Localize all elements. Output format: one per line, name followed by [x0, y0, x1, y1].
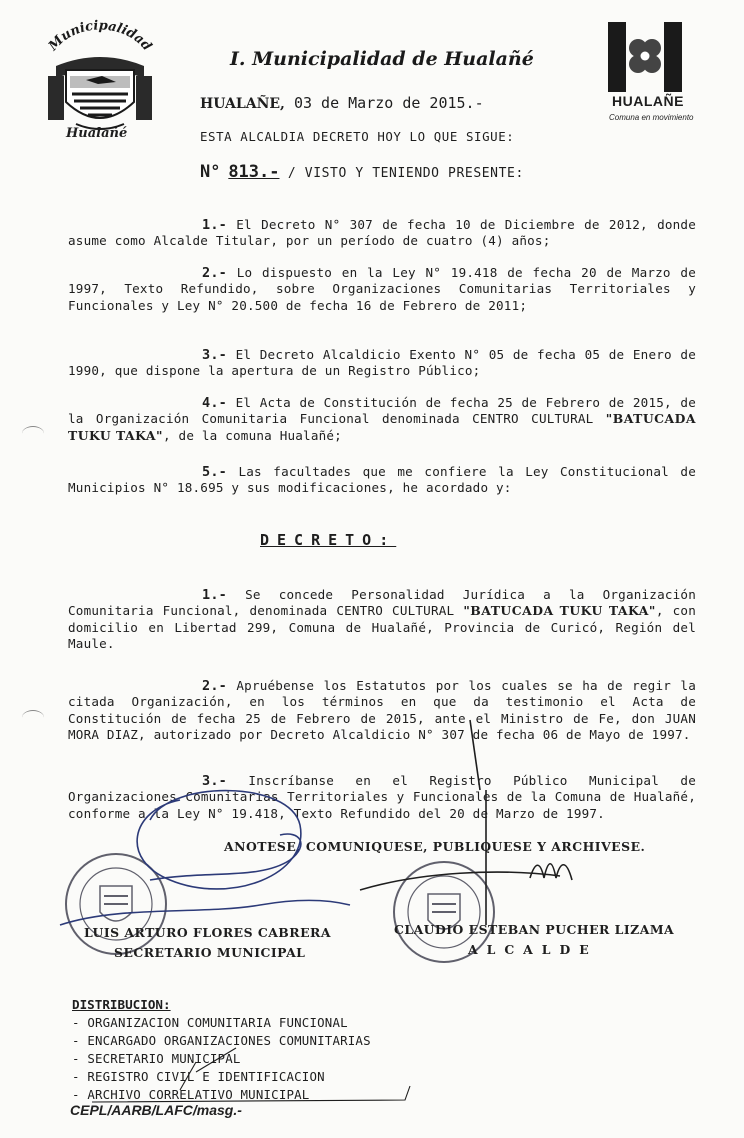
mayor-role: ALCALDE	[468, 942, 598, 957]
list-item: - ORGANIZACION COMUNITARIA FUNCIONAL	[72, 1014, 371, 1032]
initials: CEPL/AARB/LAFC/masg.-	[70, 1102, 242, 1118]
secretary-role: SECRETARIO MUNICIPAL	[114, 945, 306, 960]
decreto-item-3: 3.- Inscríbanse en el Registro Público Municipal de Organizaciones Comunitarias Territoriales y Funcionales de la Comuna de Hualañé, conforme a la Ley N° 19.418, Texto Refundido del 20 de Marzo de 1997.	[68, 773, 696, 821]
logo-name: HUALAÑE	[612, 93, 684, 109]
distribution-title: DISTRIBUCION:	[72, 997, 171, 1012]
decree-number-prefix: N°	[200, 162, 221, 182]
mayor-signature	[360, 720, 572, 925]
decreto-item-2: 2.- Apruébense los Estatutos por los cuales se ha de regir la citada Organización, en los términos en que da testimonio el Acta de Constitución de fecha 25 de Febrero de 2015, ante el Ministro de Fe, don JUAN MORA DIAZ, autorizado por Decreto Alcaldicio N° 307 de fecha 06 de Mayo de 1997.	[68, 678, 696, 743]
closing-formula: ANOTESE, COMUNIQUESE, PUBLIQUESE Y ARCHIVESE.	[224, 839, 646, 854]
organization-name: "BATUCADA TUKU TAKA"	[68, 411, 696, 443]
decreto-heading: DECRETO:	[260, 531, 397, 549]
visto-item-5: 5.- Las facultades que me confiere la Ley Constitucional de Municipios N° 18.695 y sus modificaciones, he acordado y:	[68, 464, 696, 496]
visto-heading: / VISTO Y TENIENDO PRESENTE:	[279, 166, 524, 181]
alcaldia-line: ESTA ALCALDIA DECRETO HOY LO QUE SIGUE:	[200, 129, 515, 144]
list-item: - SECRETARIO MUNICIPAL	[72, 1050, 371, 1068]
organization-name: "BATUCADA TUKU TAKA"	[463, 603, 656, 619]
list-item: - ARCHIVO CORRELATIVO MUNICIPAL	[72, 1086, 371, 1104]
list-item: - REGISTRO CIVIL E IDENTIFICACION	[72, 1068, 371, 1086]
distribution-list	[72, 1014, 371, 1104]
page-title: I. Municipalidad de Hualañé	[230, 48, 534, 70]
visto-item-2: 2.- Lo dispuesto en la Ley N° 19.418 de fecha 20 de Marzo de 1997, Texto Refundido, sobre Organizaciones Comunitarias Territoriales y Funcionales y Ley N° 20.500 de fecha 16 de Febrero de 2011;	[68, 265, 696, 313]
seal-bottom-text: Hualañé	[66, 126, 128, 141]
visto-item-3: 3.- El Decreto Alcaldicio Exento N° 05 de fecha 05 de Enero de 1990, que dispone la apertura de un Registro Público;	[68, 347, 696, 379]
decree-number: 813.-	[228, 162, 280, 182]
secretary-name: LUIS ARTURO FLORES CABRERA	[84, 925, 331, 940]
visto-item-4: 4.- El Acta de Constitución de fecha 25 de Febrero de 2015, de la Organización Comunitaria Funcional denominada CENTRO CULTURAL "BATUCADA TUKU TAKA", de la comuna Hualañé;	[68, 395, 696, 443]
city-name: HUALAÑE,	[200, 96, 285, 112]
punch-hole-mark	[22, 710, 44, 725]
list-item: - ENCARGADO ORGANIZACIONES COMUNITARIAS	[72, 1032, 371, 1050]
mayor-name: CLAUDIO ESTEBAN PUCHER LIZAMA	[394, 922, 675, 937]
punch-hole-mark	[22, 426, 44, 441]
decreto-item-1: 1.- Se concede Personalidad Jurídica a la Organización Comunitaria Funcional, denominada CENTRO CULTURAL "BATUCADA TUKU TAKA", con domicilio en Libertad 299, Comuna de Hualañé, Provincia de Curicó, Región del Maule.	[68, 587, 696, 652]
document-date: 03 de Marzo de 2015.-	[293, 94, 484, 112]
seal-top-text: Municipalidad	[45, 18, 155, 54]
secretary-signature	[60, 791, 350, 925]
logo-tagline: Comuna en movimiento	[609, 113, 694, 122]
visto-item-1: 1.- El Decreto N° 307 de fecha 10 de Diciembre de 2012, donde asume como Alcalde Titular, por un período de cuatro (4) años;	[68, 217, 696, 249]
